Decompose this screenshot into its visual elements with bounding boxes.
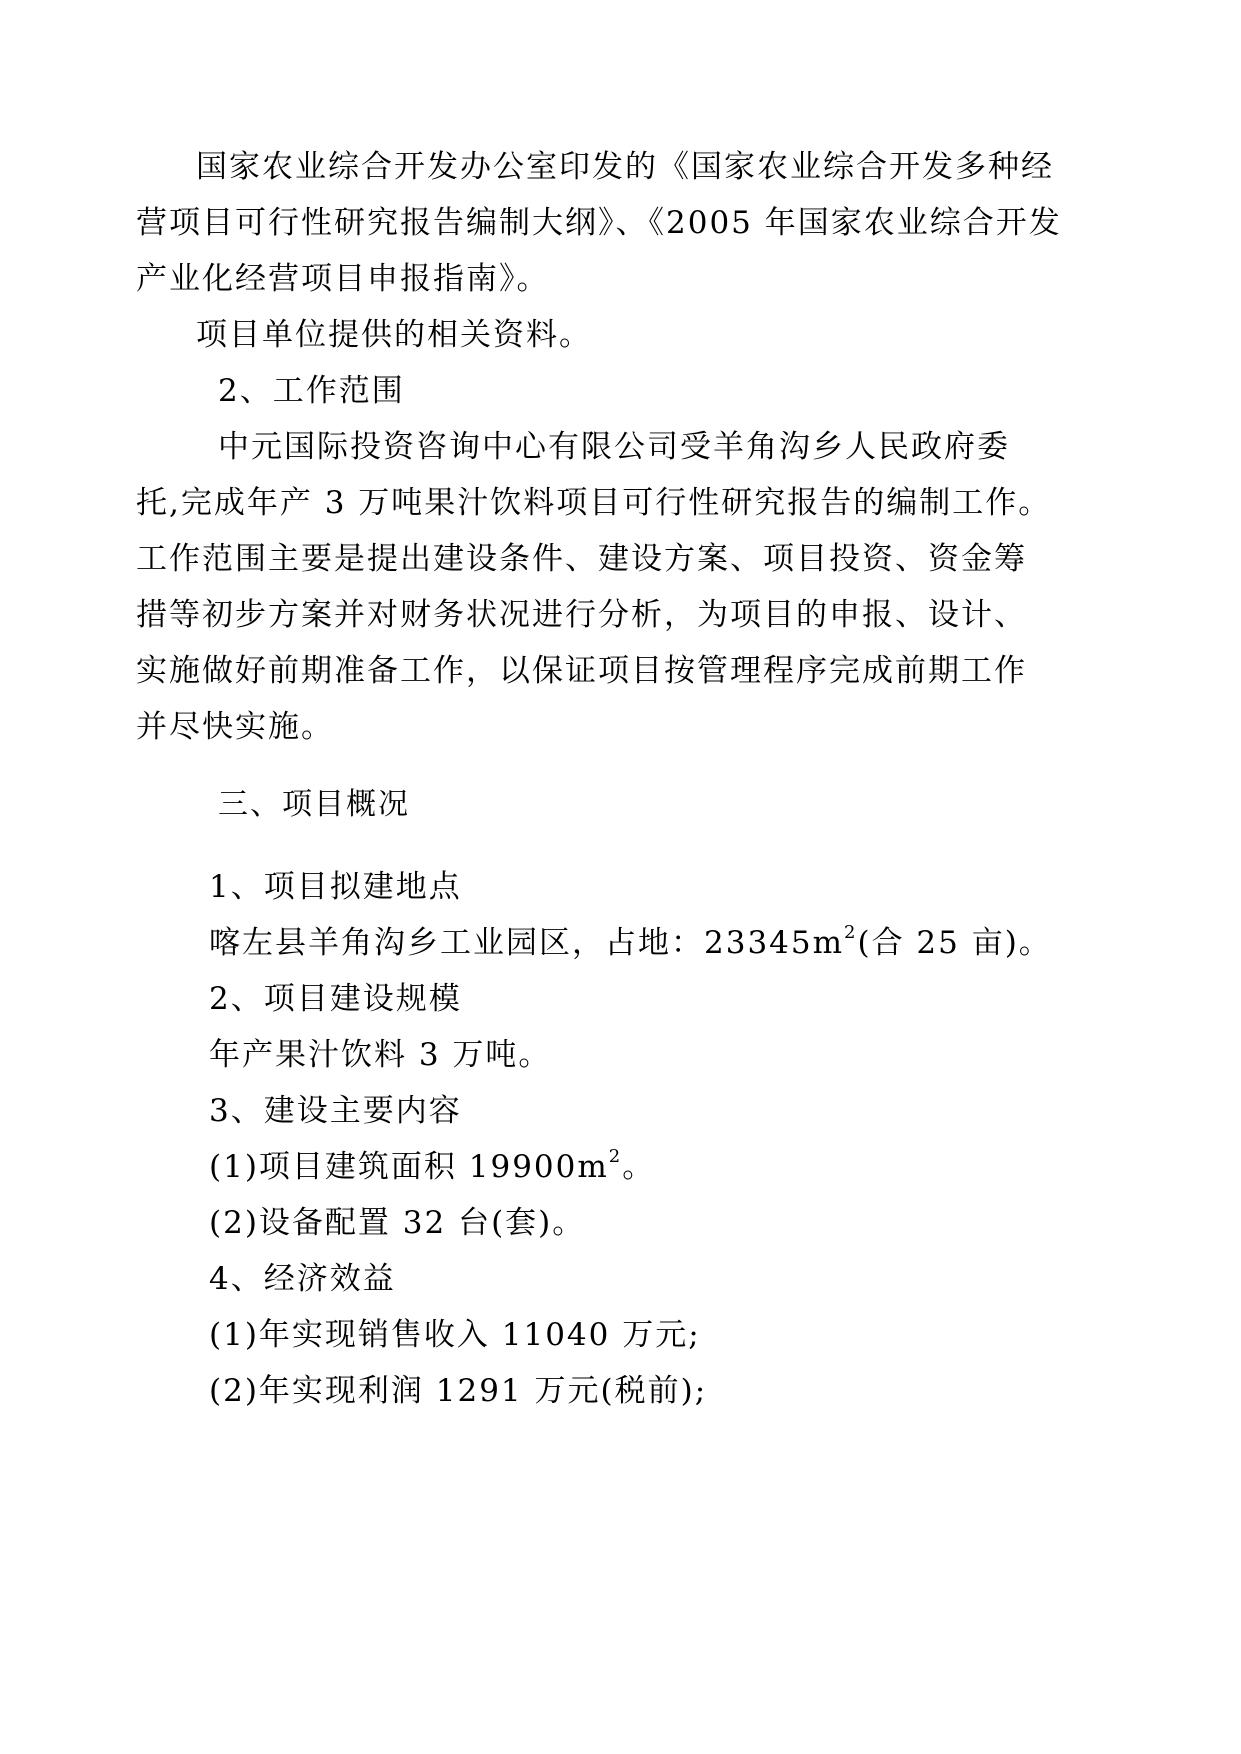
- content-heading: 3、建设主要内容: [209, 1093, 462, 1129]
- scope-line-6: 并尽快实施。: [136, 709, 334, 745]
- location-heading: 1、项目拟建地点: [209, 869, 462, 905]
- scope-line-5: 实施做好前期准备工作，以保证项目按管理程序完成前期工作: [136, 653, 1027, 689]
- location-text-tail: (合 25 亩)。: [857, 925, 1052, 961]
- content-item-1-main: (1)项目建筑面积 19900m: [209, 1149, 609, 1185]
- content-item-1: [209, 1147, 655, 1187]
- scope-line-4: 措等初步方案并对财务状况进行分析，为项目的申报、设计、: [136, 597, 1027, 633]
- scope-heading: 2、工作范围: [218, 373, 405, 409]
- location-superscript: 2: [844, 921, 858, 943]
- benefit-heading: 4、经济效益: [209, 1261, 396, 1297]
- content-item-1-superscript: 2: [608, 1145, 623, 1167]
- scope-line-2: 托,完成年产 3 万吨果汁饮料项目可行性研究报告的编制工作。: [136, 485, 1052, 521]
- overview-heading: 三、项目概况: [218, 787, 410, 822]
- benefit-item-1: (1)年实现销售收入 11040 万元;: [209, 1317, 701, 1353]
- basis-line-3: 产业化经营项目申报指南》。: [136, 261, 550, 297]
- location-text-main: 喀左县羊角沟乡工业园区，占地：23345m: [209, 925, 845, 961]
- content-item-2: (2)设备配置 32 台(套)。: [209, 1205, 586, 1241]
- scope-line-1: 中元国际投资咨询中心有限公司受羊角沟乡人民政府委: [218, 429, 1010, 465]
- scope-line-3: 工作范围主要是提出建设条件、建设方案、项目投资、资金筹: [136, 541, 1027, 577]
- basis-line-2: 营项目可行性研究报告编制大纲》、《2005 年国家农业综合开发: [136, 205, 1062, 241]
- basis-line-1: 国家农业综合开发办公室印发的《国家农业综合开发多种经: [196, 149, 1054, 185]
- basis-line-4: 项目单位提供的相关资料。: [196, 317, 592, 353]
- scale-text: 年产果汁饮料 3 万吨。: [209, 1037, 552, 1073]
- benefit-item-2: (2)年实现利润 1291 万元(税前);: [209, 1373, 708, 1409]
- content-item-1-tail: 。: [622, 1149, 656, 1185]
- location-text: [209, 923, 1052, 963]
- scale-heading: 2、项目建设规模: [209, 981, 462, 1017]
